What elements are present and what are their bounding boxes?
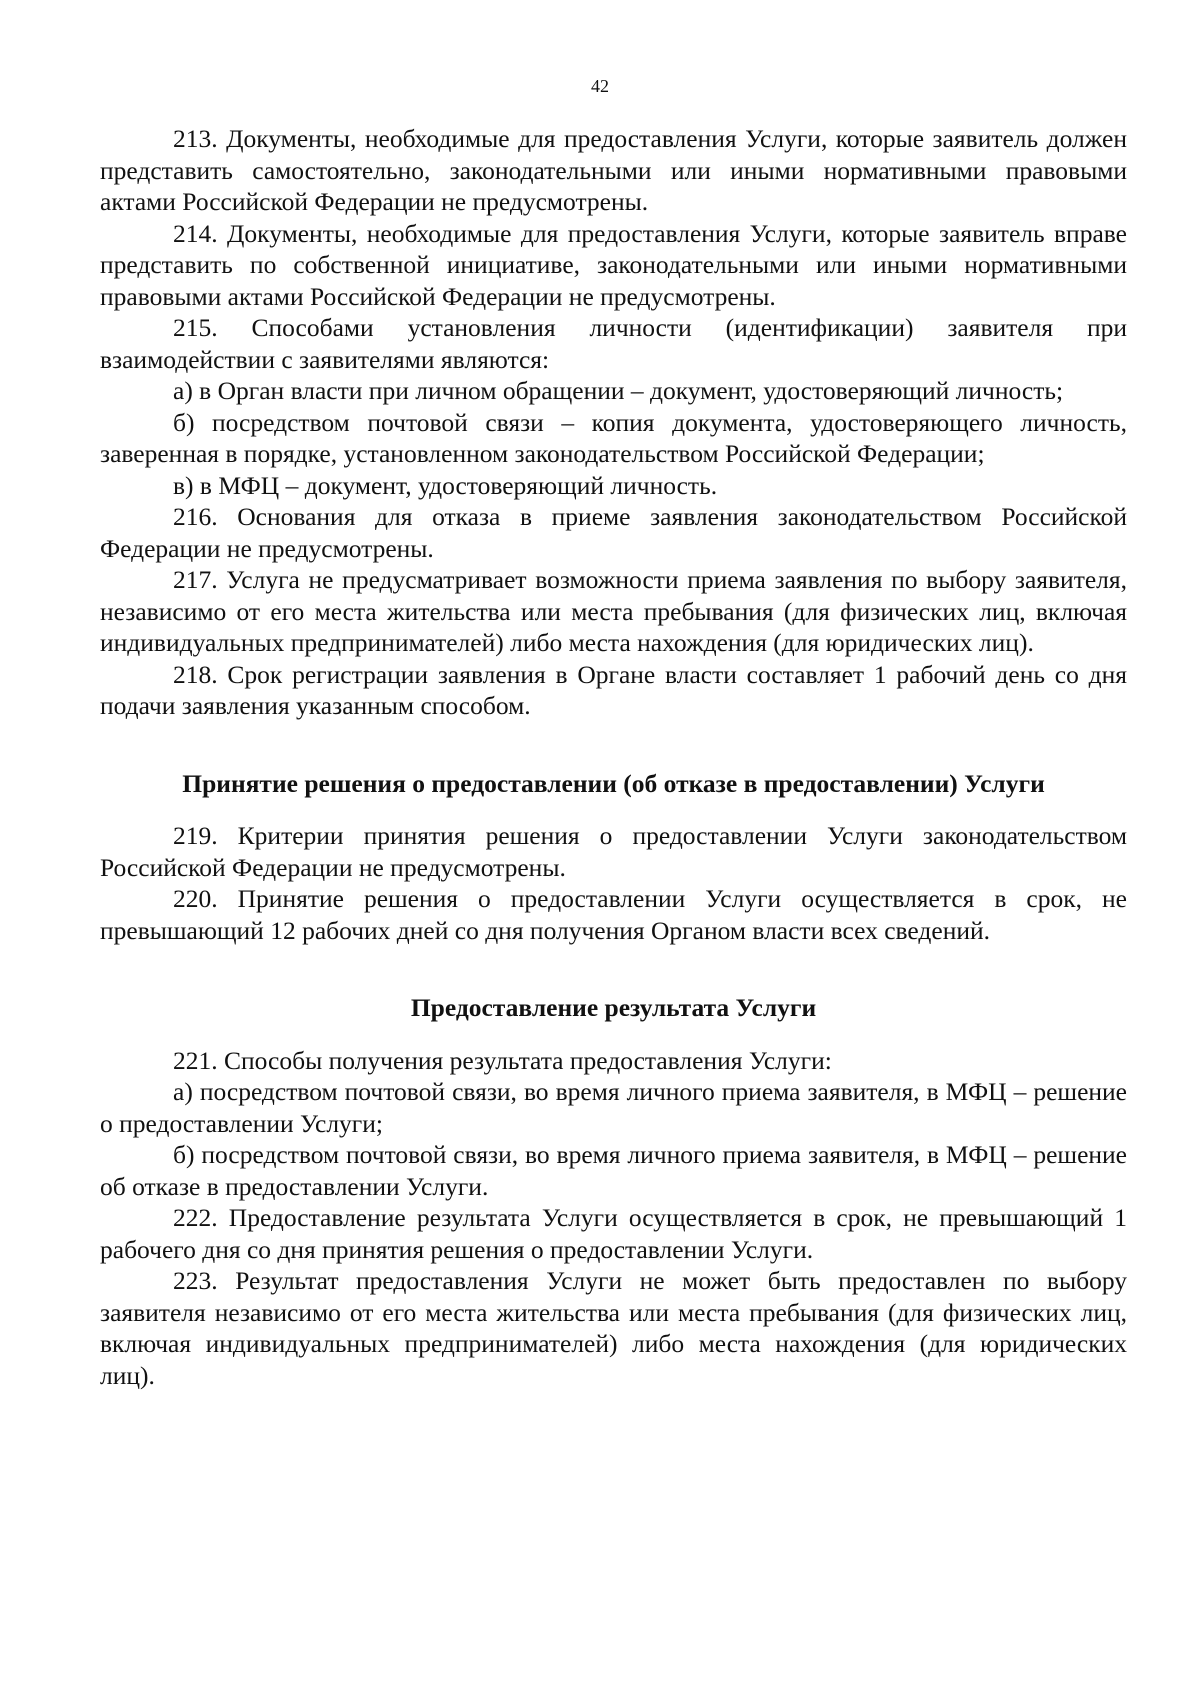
document-body: [100, 123, 1127, 1391]
paragraph-222: 222. Предоставление результата Услуги осуществляется в срок, не превышающий 1 рабочего дня со дня принятия решения о предоставлении Услуги.: [100, 1203, 1127, 1264]
paragraph-221: 221. Способы получения результата предоставления Услуги:: [173, 1045, 832, 1075]
paragraph-214: 214. Документы, необходимые для предоставления Услуги, которые заявитель вправе представить по собственной инициативе, законодательными или иными нормативными правовыми актами Российской Федерации не предусмотрены.: [100, 218, 1127, 311]
paragraph-215-v: в) в МФЦ – документ, удостоверяющий личность.: [173, 470, 718, 500]
paragraph-215-b: б) посредством почтовой связи – копия документа, удостоверяющего личность, заверенная в порядке, установленном законодательством Российской Федерации;: [100, 407, 1127, 468]
paragraph-221-b: б) посредством почтовой связи, во время личного приема заявителя, в МФЦ – решение об отказе в предоставлении Услуги.: [100, 1140, 1127, 1201]
paragraph-215-a: а) в Орган власти при личном обращении – документ, удостоверяющий личность;: [173, 376, 1064, 405]
paragraph-215: 215. Способами установления личности (идентификации) заявителя при взаимодействии с заявителями являются:: [100, 313, 1127, 374]
paragraph-223: 223. Результат предоставления Услуги не может быть предоставлен по выбору заявителя независимо от его места жительства или места пребывания (для физических лиц, включая индивидуальных предпринимателей) либо места нахождения (для юридических лиц).: [100, 1266, 1127, 1390]
paragraph-216: 216. Основания для отказа в приеме заявления законодательством Российской Федерации не предусмотрены.: [100, 502, 1127, 563]
paragraph-218: 218. Срок регистрации заявления в Органе власти составляет 1 рабочий день со дня подачи заявления указанным способом.: [100, 659, 1127, 720]
paragraph-217: 217. Услуга не предусматривает возможности приема заявления по выбору заявителя, независимо от его места жительства или места пребывания (для физических лиц, включая индивидуальных предпринимателей) либо места нахождения (для юридических лиц).: [100, 565, 1127, 657]
section-heading-decision: Принятие решения о предоставлении (об отказе в предоставлении) Услуги: [182, 768, 1045, 798]
page-number: 42: [591, 76, 609, 96]
paragraph-221-a: а) посредством почтовой связи, во время личного приема заявителя, в МФЦ – решение о предоставлении Услуги;: [100, 1077, 1127, 1138]
section-heading-result: Предоставление результата Услуги: [410, 993, 817, 1022]
paragraph-220: 220. Принятие решения о предоставлении Услуги осуществляется в срок, не превышающий 12 рабочих дней со дня получения Органом власти всех сведений.: [100, 884, 1127, 945]
paragraph-213: 213. Документы, необходимые для предоставления Услуги, которые заявитель должен представить самостоятельно, законодательными или иными нормативными правовыми актами Российской Федерации не предусмотрены.: [100, 124, 1127, 216]
paragraph-219: 219. Критерии принятия решения о предоставлении Услуги законодательством Российской Федерации не предусмотрены.: [100, 821, 1127, 882]
